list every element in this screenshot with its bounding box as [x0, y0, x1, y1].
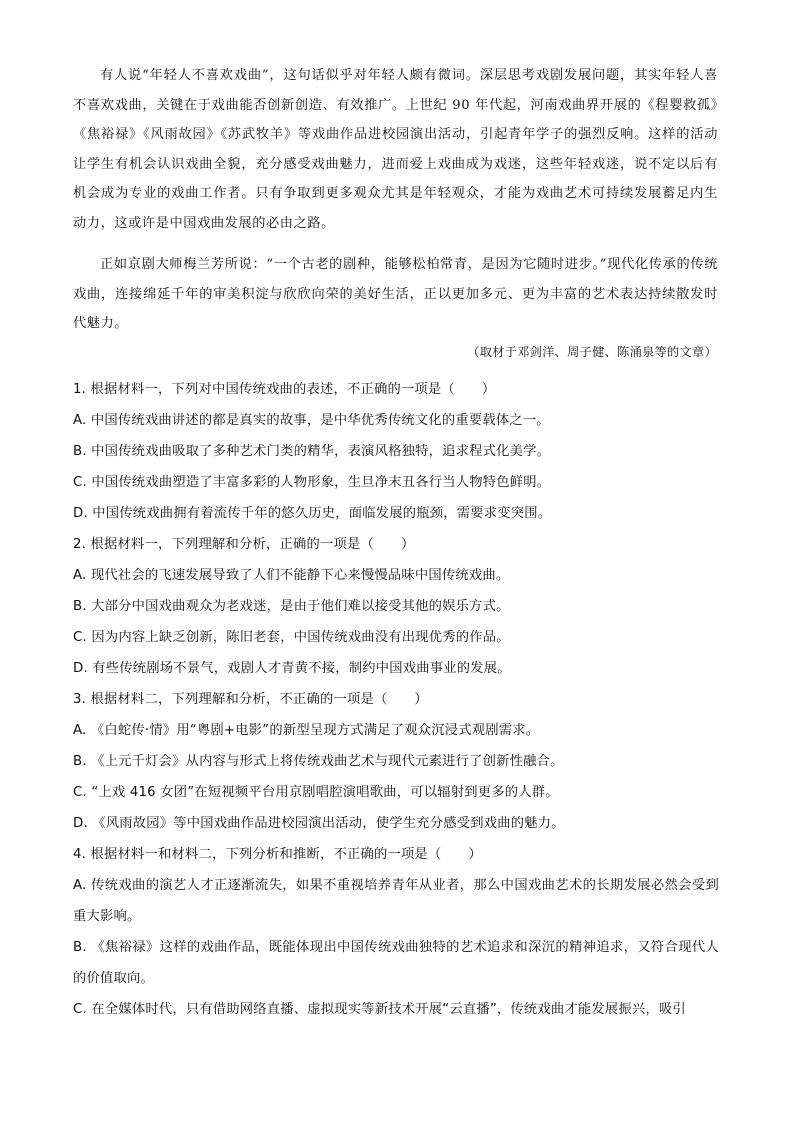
option-b: B. 大部分中国戏曲观众为老戏迷，是由于他们难以接受其他的娱乐方式。 [73, 599, 510, 614]
question-stem: 2. 根据材料一，下列理解和分析，正确的一项是（ ） [73, 537, 415, 552]
option-b: B. 《焦裕禄》这样的戏曲作品，既能体现出中国传统戏曲独特的艺术追求和深沉的精神追求，又符合现代人的价值取向。 [73, 940, 719, 986]
option-d: D. 《风雨故园》等中国戏曲作品进校园演出活动，使学生充分感受到戏曲的魅力。 [73, 816, 565, 831]
option-c: C. 因为内容上缺乏创新，陈旧老套，中国传统戏曲没有出现优秀的作品。 [73, 630, 510, 645]
option-a: A. 中国传统戏曲讲述的都是真实的故事，是中华优秀传统文化的重要载体之一。 [73, 413, 550, 428]
material-paragraph-2: 正如京剧大师梅兰芳所说：“一个古老的剧种，能够松柏常青，是因为它随时进步。”现代化传承的传统戏曲，连接绵延千年的审美积淀与欣欣向荣的美好生活，正以更加多元、更为丰富的艺术表达持续散发时代魅力。 [73, 257, 718, 331]
question-4 [73, 839, 719, 1025]
option-d: D. 中国传统戏曲拥有着流传千年的悠久历史，面临发展的瓶颈，需要求变突围。 [73, 506, 552, 521]
option-d: D. 有些传统剧场不景气，戏剧人才青黄不接，制约中国戏曲事业的发展。 [73, 661, 511, 676]
material-source-citation: （取材于邓剑洋、周子健、陈涌泉等的文章） [467, 345, 717, 359]
option-b: B. 中国传统戏曲吸取了多种艺术门类的精华，表演风格独特，追求程式化美学。 [73, 444, 551, 459]
question-3 [73, 684, 719, 839]
option-a: A. 现代社会的飞速发展导致了人们不能静下心来慢慢品味中国传统戏曲。 [73, 568, 510, 583]
option-a: A. 传统戏曲的演艺人才正逐渐流失，如果不重视培养青年从业者，那么中国戏曲艺术的长期发展必然会受到重大影响。 [73, 878, 719, 924]
option-c: C. 在全媒体时代，只有借助网络直播、虚拟现实等新技术开展“云直播”，传统戏曲才能发展振兴，吸引 [73, 1002, 686, 1017]
option-c: C. 中国传统戏曲塑造了丰富多彩的人物形象，生旦净末丑各行当人物特色鲜明。 [73, 475, 551, 490]
option-b: B. 《上元千灯会》从内容与形式上将传统戏曲艺术与现代元素进行了创新性融合。 [73, 754, 564, 769]
question-stem: 1. 根据材料一，下列对中国传统戏曲的表述，不正确的一项是（ ） [73, 382, 496, 397]
material-paragraph-1: 有人说“年轻人不喜欢戏曲”，这句话似乎对年轻人颇有微词。深层思考戏剧发展问题，其实年轻人喜不喜欢戏曲，关键在于戏曲能否创新创造、有效推广。上世纪 90 年代起，河南戏曲界开展的《程婴救孤》《焦裕禄》《风雨故园》《苏武牧羊》等戏曲作品进校园演出活动，引起青年学子的强烈反响。这样的活动让学生有机会认识戏曲全貌，充分感受戏曲魅力，进而爱上戏曲成为戏迷，这些年轻戏迷，说不定以后有机会成为专业的戏曲工作者。只有争取到更多观众尤其是年轻观众，才能为戏曲艺术可持续发展蓄足内生动力，这或许是中国戏曲发展的必由之路。 [73, 68, 718, 231]
option-a: A. 《白蛇传·情》用“粤剧+电影”的新型呈现方式满足了观众沉浸式观剧需求。 [73, 723, 540, 738]
question-stem: 4. 根据材料一和材料二，下列分析和推断，不正确的一项是（ ） [73, 847, 482, 862]
question-2 [73, 529, 719, 684]
question-stem: 3. 根据材料二，下列理解和分析，不正确的一项是（ ） [73, 692, 428, 707]
question-1 [73, 374, 719, 529]
option-c: C. “上戏 416 女团”在短视频平台用京剧唱腔演唱歌曲，可以辐射到更多的人群。 [73, 785, 559, 800]
